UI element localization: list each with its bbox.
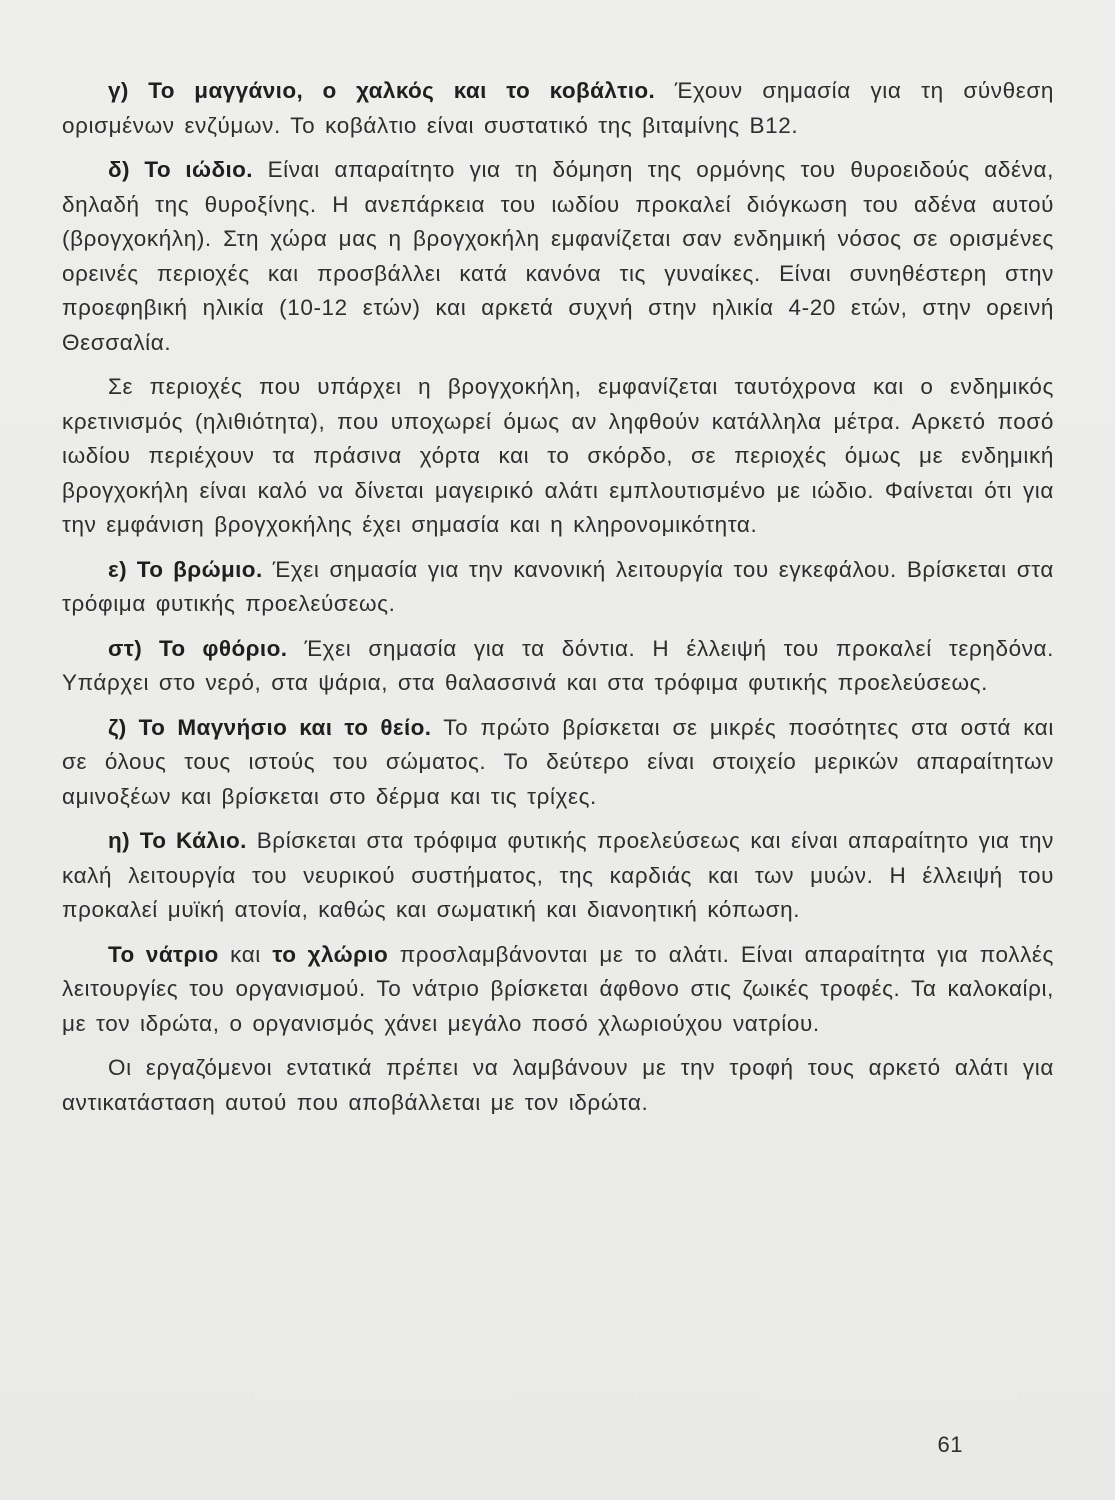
- paragraph-sodium: [62, 938, 1054, 1042]
- paragraph-manganese: [62, 74, 1054, 143]
- heading-sodium: Το νάτριο: [108, 941, 219, 967]
- paragraph-iodine: [62, 153, 1054, 360]
- heading-iodine: δ) Το ιώδιο.: [108, 157, 253, 182]
- connector-and: και: [230, 941, 261, 967]
- paragraph-bromine: [62, 553, 1054, 622]
- text-iodine: Είναι απαραίτητο για τη δόμηση της ορμόνης του θυροειδούς αδένα, δηλαδή της θυροξίνης. Η ανεπάρκεια του ιωδίου προκαλεί διόγκωση του αδένα αυτού (βρογχοκήλη). Στη χώρα μας η βρογχοκήλη εμφανίζεται σαν ενδημική νόσος σε ορισμένες ορεινές περιοχές και προσβάλλει κατά κανόνα τις γυναίκες. Είναι συνηθέστερη στην προεφηβική ηλικία (10-12 ετών) και αρκετά συχνή στην ηλικία 4-20 ετών, στην ορεινή Θεσσαλία.: [62, 157, 1054, 355]
- page-number: 61: [937, 1432, 963, 1457]
- text-bromine: Έχει σημασία για την κανονική λειτουργία του εγκεφάλου. Βρίσκεται στα τρόφιμα φυτικής προελεύσεως.: [62, 556, 1054, 616]
- text-fluorine: Έχει σημασία για τα δόντια. Η έλλειψή του προκαλεί τερηδόνα. Υπάρχει στο νερό, στα ψάρια, στα θαλασσινά και στα τρόφιμα φυτικής προελεύσεως.: [62, 635, 1055, 695]
- text-potassium: Βρίσκεται στα τρόφιμα φυτικής προελεύσεως και είναι απαραίτητο για την καλή λειτουργία του νευρικού συστήματος, της καρδιάς και των μυών. Η έλλειψή του προκαλεί μυϊκή ατονία, καθώς και σωματική και διανοητική κόπωση.: [62, 828, 1054, 922]
- heading-potassium: η) Το Κάλιο.: [108, 828, 247, 853]
- heading-chlorine: το χλώριο: [272, 941, 389, 967]
- text-workers: Οι εργαζόμενοι εντατικά πρέπει να λαμβάνουν με την τροφή τους αρκετό αλάτι για αντικατάσταση αυτού που αποβάλλεται με τον ιδρώτα.: [62, 1055, 1054, 1115]
- page-body: [62, 74, 1054, 1130]
- text-magnesium: Το πρώτο βρίσκεται σε μικρές ποσότητες στα οστά και σε όλους τους ιστούς του σώματος. Το δεύτερο είναι στοιχείο μερικών απαραίτητων αμινοξέων και βρίσκεται στο δέρμα και τις τρίχες.: [62, 714, 1054, 809]
- heading-manganese: γ) Το μαγγάνιο, ο χαλκός και το κοβάλτιο.: [108, 78, 656, 103]
- heading-bromine: ε) Το βρώμιο.: [108, 556, 263, 582]
- paragraph-magnesium: [62, 711, 1054, 815]
- text-sodium: προσλαμβάνονται με το αλάτι. Είναι απαραίτητα για πολλές λειτουργίες του οργανισμού. Το νάτριο βρίσκεται άφθονο στις ζωικές τροφές. Τα καλοκαίρι, με τον ιδρώτα, ο οργανισμός χάνει μεγάλο ποσό χλωριούχου νατρίου.: [62, 941, 1054, 1036]
- text-goiter: Σε περιοχές που υπάρχει η βρογχοκήλη, εμφανίζεται ταυτόχρονα και ο ενδημικός κρετινισμός (ηλιθιότητα), που υποχωρεί όμως αν ληφθούν κατάλληλα μέτρα. Αρκετό ποσό ιωδίου περιέχουν τα πράσινα χόρτα και το σκόρδο, σε περιοχές όμως με ενδημική βρογχοκήλη είναι καλό να δίνεται μαγειρικό αλάτι εμπλουτισμένο με ιώδιο. Φαίνεται ότι για την εμφάνιση βρογχοκήλης έχει σημασία και η κληρονομικότητα.: [62, 374, 1054, 537]
- heading-fluorine: στ) Το φθόριο.: [108, 635, 288, 661]
- text-manganese: Έχουν σημασία για τη σύνθεση ορισμένων ενζύμων. Το κοβάλτιο είναι συστατικό της βιταμίνης Β12.: [62, 78, 1054, 138]
- paragraph-goiter: [62, 370, 1054, 543]
- heading-magnesium: ζ) Το Μαγνήσιο και το θείο.: [108, 714, 432, 740]
- paragraph-fluorine: [62, 632, 1054, 701]
- paragraph-potassium: [62, 824, 1054, 928]
- paragraph-workers: [62, 1051, 1054, 1120]
